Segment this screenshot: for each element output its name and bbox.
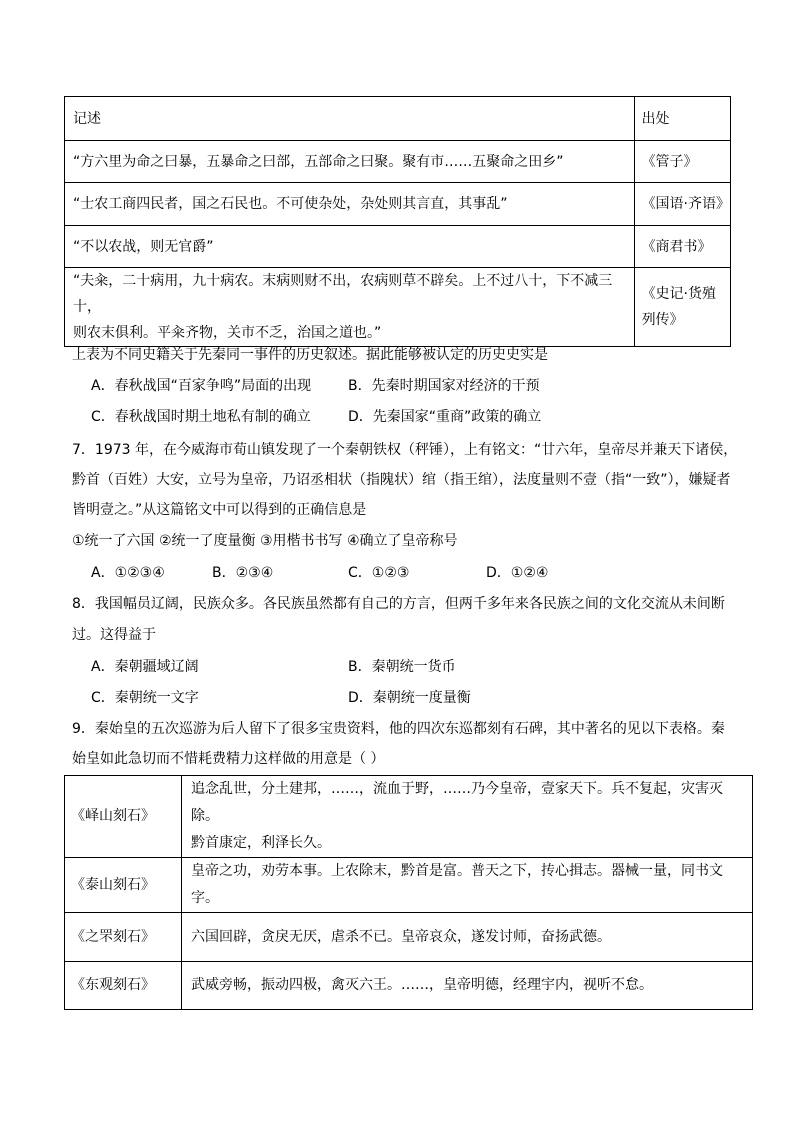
q6-option-a: A．春秋战国“百家争鸣”局面的出现	[91, 378, 312, 394]
source-line: 列传》	[641, 312, 684, 328]
source-cell	[634, 268, 730, 347]
q9-stem-line: 9．秦始皇的五次巡游为后人留下了很多宝贵资料，他的四次东巡都刻有石碑，其中著名的见以下表格。秦	[72, 721, 725, 737]
inscription-line: 追念乱世，分土建邦，……，流血于野，……乃今皇帝，壹家天下。兵不复起，灾害灭除。	[191, 781, 723, 824]
record-cell: “不以农战，则无官爵”	[65, 226, 635, 268]
inscription-line: 黔首康定，利泽长久。	[191, 835, 331, 851]
inscription-name: 《东观刻石》	[65, 962, 182, 1010]
table-row	[65, 858, 753, 913]
source-line: 《史记·货殖	[641, 286, 717, 302]
q7-option-a: A．①②③④	[91, 565, 165, 581]
inscription-text: 武威旁畅，振动四极，禽灭六王。……，皇帝明德，经理宇内，视听不怠。	[182, 962, 753, 1010]
record-line: 则农末俱利。平籴齐物，关市不乏，治国之道也。”	[73, 325, 382, 341]
table-row	[65, 776, 753, 858]
q8-stem-line: 过。这得益于	[72, 627, 156, 643]
table-header-row	[65, 97, 731, 141]
q6-stem: 上表为不同史籍关于先秦同一事件的历史叙述。据此能够被认定的历史史实是	[72, 347, 548, 363]
record-cell: “士农工商四民者，国之石民也。不可使杂处，杂处则其言直，其事乱”	[65, 183, 635, 226]
record-cell: “方六里为命之曰暴，五暴命之曰部，五部命之曰聚。聚有市……五聚命之田乡”	[65, 141, 635, 183]
table-row	[65, 962, 753, 1010]
q6-option-b: B．先秦时期国家对经济的干预	[348, 378, 540, 394]
record-cell	[65, 268, 635, 347]
table-row	[65, 183, 731, 226]
q7-choices: ①统一了六国 ②统一了度量衡 ③用楷书书写 ④确立了皇帝称号	[72, 533, 458, 549]
record-line: “夫籴，二十病用，九十病农。末病则财不出，农病则草不辟矣。上不过八十，下不减三十，	[73, 273, 613, 315]
sources-table	[64, 96, 731, 347]
q7-stem-line: 皆明壹之。”从这篇铭文中可以得到的正确信息是	[72, 502, 367, 518]
inscription-name: 《峄山刻石》	[65, 776, 182, 858]
q8-option-c: C．秦朝统一文字	[91, 690, 199, 706]
q9-stem-line: 始皇如此急切而不惜耗费精力这样做的用意是（ ）	[72, 751, 385, 767]
inscription-text: 皇帝之功，劝劳本事。上农除末，黔首是富。普天之下，抟心揖志。器械一量，同书文字。	[182, 858, 753, 913]
q6-option-d: D．先秦国家“重商”政策的确立	[348, 409, 542, 425]
q8-stem-line: 8．我国幅员辽阔，民族众多。各民族虽然都有自己的方言，但两千多年来各民族之间的文化交流从未间断	[72, 596, 725, 612]
source-cell: 《商君书》	[634, 226, 730, 268]
inscription-name: 《之罘刻石》	[65, 913, 182, 962]
q8-option-a: A．秦朝疆域辽阔	[91, 659, 199, 675]
q6-option-c: C．春秋战国时期土地私有制的确立	[91, 409, 311, 425]
table-row	[65, 226, 731, 268]
q7-stem-line: 黔首（百姓）大安，立号为皇帝，乃诏丞相状（指隗状）绾（指王绾），法度量则不壹（指“一致”），嫌疑者	[72, 472, 731, 488]
table-row	[65, 141, 731, 183]
table-row	[65, 913, 753, 962]
q8-option-b: B．秦朝统一货币	[348, 659, 456, 675]
q7-option-d: D．①②④	[486, 565, 549, 581]
q7-option-b: B．②③④	[212, 565, 274, 581]
inscription-name: 《泰山刻石》	[65, 858, 182, 913]
header-record: 记述	[65, 97, 635, 141]
q7-option-c: C．①②③	[348, 565, 410, 581]
inscription-text	[182, 776, 753, 858]
inscriptions-table	[64, 775, 753, 1010]
table-row	[65, 268, 731, 347]
source-cell: 《国语·齐语》	[634, 183, 730, 226]
q7-stem-line: 7．1973 年，在今威海市荀山镇发现了一个秦朝铁权（秤锤），上有铭文：“廿六年，皇帝尽并兼天下诸侯，	[72, 442, 738, 458]
q8-option-d: D．秦朝统一度量衡	[348, 690, 471, 706]
inscription-text: 六国回辟，贪戾无厌，虐杀不已。皇帝哀众，遂发讨师，奋扬武德。	[182, 913, 753, 962]
header-source: 出处	[634, 97, 730, 141]
source-cell: 《管子》	[634, 141, 730, 183]
